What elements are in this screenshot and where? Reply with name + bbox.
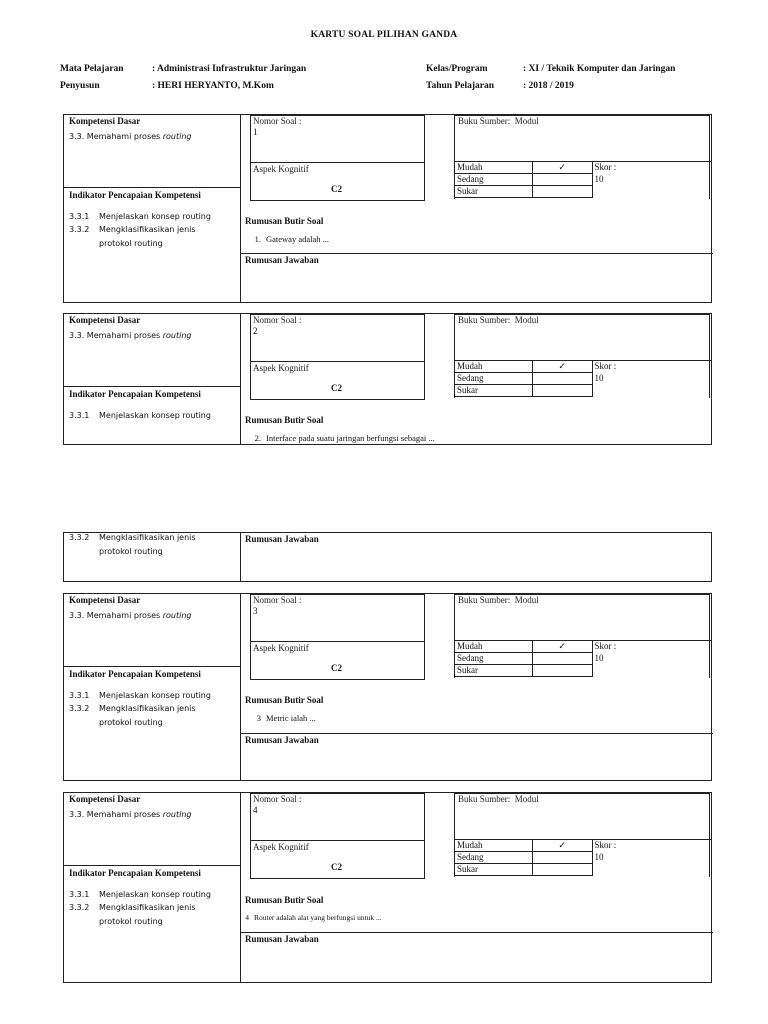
jawaban-heading: Rumusan Jawaban	[245, 255, 319, 265]
nomor-aspek-box	[250, 594, 425, 680]
indicator-item: 3.3.1 Menjelaskan konsep routing	[69, 890, 211, 899]
buku-label: Buku Sumber: Modul	[458, 116, 539, 126]
indikator-heading: Indikator Pencapaian Kompetensi	[69, 389, 201, 399]
question-text: 2. Interface pada suatu jaringan berfungsi sebagai ...	[254, 433, 435, 443]
buku-label: Buku Sumber: Modul	[458, 794, 539, 804]
check-icon: ✓	[532, 162, 592, 174]
question-card-4	[63, 792, 712, 983]
kd-text: 3.3. Memahami proses routing	[69, 611, 192, 620]
jawaban-heading: Rumusan Jawaban	[245, 735, 319, 745]
nomor-value: 1	[253, 127, 258, 137]
nomor-label: Nomor Soal :	[253, 116, 302, 126]
aspek-value: C2	[331, 862, 342, 872]
sukar-label: Sukar	[455, 186, 533, 198]
skor-label: Skor :	[592, 840, 711, 852]
nomor-aspek-box	[250, 793, 425, 879]
aspek-label: Aspek Kognitif	[253, 164, 309, 174]
sedang-label: Sedang	[455, 852, 533, 864]
jawaban-heading: Rumusan Jawaban	[245, 534, 319, 544]
sedang-label: Sedang	[455, 174, 533, 186]
check-icon: ✓	[532, 840, 592, 852]
mudah-label: Mudah	[455, 361, 533, 373]
kd-text: 3.3. Memahami proses routing	[69, 331, 192, 340]
skor-label: Skor :	[592, 641, 711, 653]
difficulty-table	[454, 161, 711, 198]
sedang-label: Sedang	[455, 373, 533, 385]
mapel-value: : Administrasi Infrastruktur Jaringan	[152, 64, 307, 74]
aspek-label: Aspek Kognitif	[253, 643, 309, 653]
mudah-label: Mudah	[455, 162, 533, 174]
aspek-label: Aspek Kognitif	[253, 363, 309, 373]
indicator-item: 3.3.1 Menjelaskan konsep routing	[69, 411, 211, 420]
mudah-label: Mudah	[455, 840, 533, 852]
skor-value: 10	[592, 174, 711, 186]
difficulty-table	[454, 640, 711, 677]
buku-label: Buku Sumber: Modul	[458, 315, 539, 325]
butir-heading: Rumusan Butir Soal	[245, 895, 324, 905]
tahun-label: Tahun Pelajaran	[426, 81, 495, 91]
indikator-heading: Indikator Pencapaian Kompetensi	[69, 669, 201, 679]
penyusun-value: : HERI HERYANTO, M.Kom	[152, 81, 274, 91]
butir-heading: Rumusan Butir Soal	[245, 415, 324, 425]
kd-text: 3.3. Memahami proses routing	[69, 810, 192, 819]
nomor-aspek-box	[250, 314, 425, 400]
nomor-label: Nomor Soal :	[253, 595, 302, 605]
indicator-item: 3.3.2 Mengklasifikasikan jenis	[69, 225, 196, 234]
nomor-label: Nomor Soal :	[253, 794, 302, 804]
kelas-label: Kelas/Program	[426, 64, 488, 74]
indikator-heading: Indikator Pencapaian Kompetensi	[69, 868, 201, 878]
indicator-item: 3.3.2 Mengklasifikasikan jenis	[69, 704, 196, 713]
skor-value: 10	[592, 373, 711, 385]
tahun-value: : 2018 / 2019	[523, 81, 574, 91]
sukar-label: Sukar	[455, 864, 533, 876]
question-text: 1. Gateway adalah ...	[254, 234, 330, 244]
question-card-2-continued	[63, 532, 712, 582]
nomor-value: 4	[253, 805, 258, 815]
check-icon: ✓	[532, 641, 592, 653]
indicator-item: 3.3.2 Mengklasifikasikan jenis	[69, 533, 196, 542]
aspek-value: C2	[331, 663, 342, 673]
mudah-label: Mudah	[455, 641, 533, 653]
kd-heading: Kompetensi Dasar	[69, 116, 141, 126]
question-card-2	[63, 313, 712, 445]
check-icon: ✓	[532, 361, 592, 373]
skor-value: 10	[592, 852, 711, 864]
aspek-value: C2	[331, 383, 342, 393]
kd-heading: Kompetensi Dasar	[69, 595, 141, 605]
indicator-item: 3.3.1 Menjelaskan konsep routing	[69, 691, 211, 700]
mapel-label: Mata Pelajaran	[60, 64, 124, 74]
question-text: 3 Metric ialah ...	[256, 713, 316, 723]
sukar-label: Sukar	[455, 385, 533, 397]
difficulty-table	[454, 839, 711, 876]
nomor-label: Nomor Soal :	[253, 315, 302, 325]
kd-text: 3.3. Memahami proses routing	[69, 132, 192, 141]
aspek-value: C2	[331, 184, 342, 194]
nomor-aspek-box	[250, 115, 425, 201]
skor-value: 10	[592, 653, 711, 665]
question-card-1	[63, 114, 712, 303]
indicator-item: 3.3.2 Mengklasifikasikan jenis	[69, 903, 196, 912]
sukar-label: Sukar	[455, 665, 533, 677]
indikator-heading: Indikator Pencapaian Kompetensi	[69, 190, 201, 200]
jawaban-heading: Rumusan Jawaban	[245, 934, 319, 944]
indicator-item-cont: protokol routing	[99, 917, 163, 926]
question-text: 4 Router adalah alat yang berfungsi untuk ...	[245, 913, 382, 922]
indicator-item-cont: protokol routing	[99, 718, 163, 727]
indicator-item: 3.3.1 Menjelaskan konsep routing	[69, 212, 211, 221]
kd-heading: Kompetensi Dasar	[69, 315, 141, 325]
kelas-value: : XI / Teknik Komputer dan Jaringan	[523, 64, 676, 74]
aspek-label: Aspek Kognitif	[253, 842, 309, 852]
indicator-item-cont: protokol routing	[99, 547, 163, 556]
question-card-3	[63, 593, 712, 781]
butir-heading: Rumusan Butir Soal	[245, 695, 324, 705]
skor-label: Skor :	[592, 361, 711, 373]
kd-heading: Kompetensi Dasar	[69, 794, 141, 804]
skor-label: Skor :	[592, 162, 711, 174]
nomor-value: 3	[253, 606, 258, 616]
butir-heading: Rumusan Butir Soal	[245, 216, 324, 226]
difficulty-table	[454, 360, 711, 397]
nomor-value: 2	[253, 326, 258, 336]
buku-label: Buku Sumber: Modul	[458, 595, 539, 605]
penyusun-label: Penyusun	[60, 81, 100, 91]
indicator-item-cont: protokol routing	[99, 239, 163, 248]
sedang-label: Sedang	[455, 653, 533, 665]
page-title: KARTU SOAL PILIHAN GANDA	[310, 30, 458, 40]
